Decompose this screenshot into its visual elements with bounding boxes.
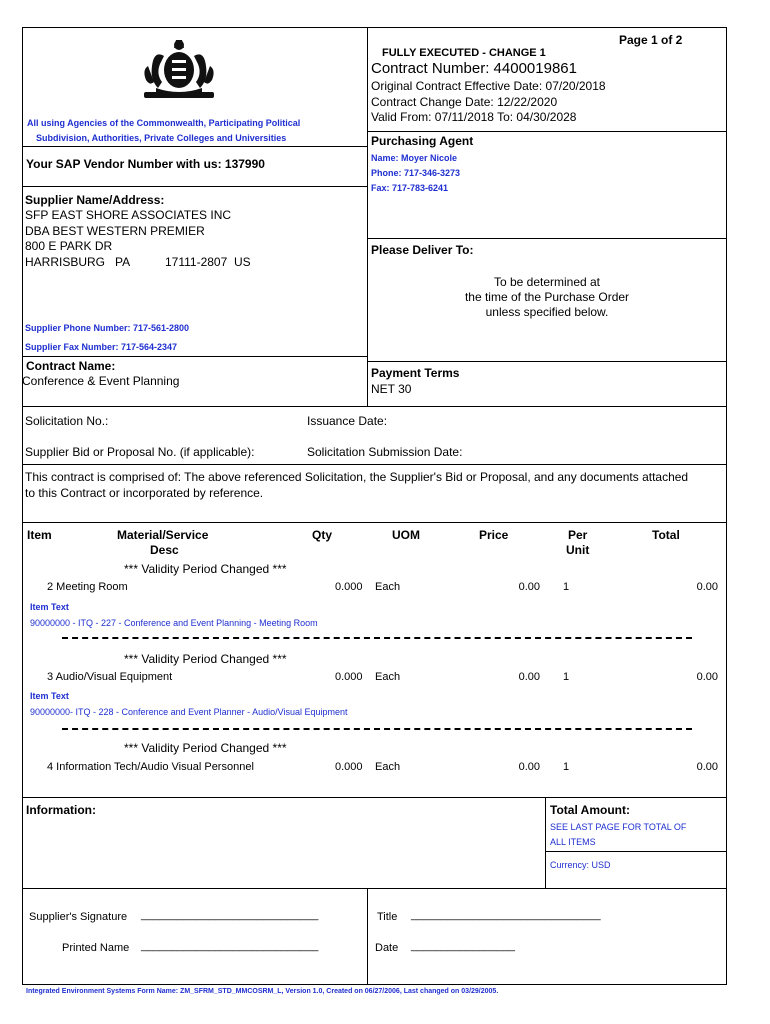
submission-date: Solicitation Submission Date:	[307, 445, 463, 459]
solicitation-no: Solicitation No.:	[25, 414, 109, 428]
item-text-label-2: Item Text	[30, 691, 69, 701]
deliver-line1: To be determined at	[493, 275, 601, 289]
col-total: Total	[652, 528, 680, 542]
validity-changed-1: *** Validity Period Changed ***	[124, 562, 287, 576]
col-item: Item	[27, 528, 52, 542]
row-desc-3: 4 Information Tech/Audio Visual Personnel	[47, 761, 254, 773]
purchasing-agent-title: Purchasing Agent	[371, 134, 474, 148]
agencies-line1: All using Agencies of the Commonwealth, Participating Political	[27, 118, 301, 128]
page-number: Page 1 of 2	[619, 33, 683, 47]
total-amount-line2: ALL ITEMS	[550, 837, 596, 847]
row-price-2: 0.00	[518, 671, 540, 683]
currency: Currency: USD	[550, 860, 611, 870]
contract-name-title: Contract Name:	[26, 359, 116, 373]
contract-number: Contract Number: 4400019861	[371, 60, 577, 77]
form-footer: Integrated Environment Systems Form Name: ZM_SFRM_STD_MMCOSRM_L, Version 1.0, Created on 06/27/2006, Last changed on 03/29/2005.	[26, 988, 499, 995]
comprised-line2: to this Contract or incorporated by reference.	[25, 486, 264, 500]
agent-phone: Phone: 717-346-3273	[371, 168, 461, 178]
row-total-3: 0.00	[696, 761, 718, 773]
item-text-label-1: Item Text	[30, 602, 69, 612]
validity-changed-2: *** Validity Period Changed ***	[124, 652, 287, 666]
row-qty-3: 0.000	[335, 761, 363, 773]
col-desc: Desc	[150, 543, 179, 557]
sap-vendor-number: Your SAP Vendor Number with us: 137990	[26, 157, 265, 171]
supplier-fax: Supplier Fax Number: 717-564-2347	[25, 342, 178, 352]
comprised-line1: This contract is comprised of: The above referenced Solicitation, the Supplier's Bid or Proposal, and any documents attached	[25, 470, 689, 484]
row-price-3: 0.00	[518, 761, 540, 773]
contract-name-value: Conference & Event Planning	[22, 374, 180, 388]
row-total-1: 0.00	[696, 581, 718, 593]
validity-changed-3: *** Validity Period Changed ***	[124, 741, 287, 755]
original-effective-date: Original Contract Effective Date: 07/20/2018	[371, 79, 606, 93]
payment-terms-value: NET 30	[371, 382, 412, 396]
agencies-line2: Subdivision, Authorities, Private Colleges and Universities	[36, 133, 287, 143]
col-per: Per	[568, 528, 588, 542]
item-text-2: 90000000- ITQ - 228 - Conference and Event Planner - Audio/Visual Equipment	[30, 707, 348, 717]
supplier-zip: 17111-2807 US	[165, 255, 251, 269]
deliver-title: Please Deliver To:	[371, 243, 474, 257]
col-qty: Qty	[312, 528, 333, 542]
row-per-3: 1	[563, 761, 570, 773]
information-title: Information:	[26, 803, 96, 817]
deliver-line2: the time of the Purchase Order	[464, 290, 630, 304]
agent-name: Name: Moyer Nicole	[371, 153, 458, 163]
col-unit: Unit	[566, 543, 590, 557]
row-uom-3: Each	[375, 761, 401, 773]
supplier-signature-label: Supplier's Signature	[29, 911, 128, 923]
row-desc-2: 3 Audio/Visual Equipment	[47, 671, 173, 683]
supplier-city: HARRISBURG PA	[25, 255, 131, 269]
title-label: Title	[377, 911, 398, 923]
agent-fax: Fax: 717-783-6241	[371, 183, 449, 193]
col-uom: UOM	[392, 528, 420, 542]
supplier-title: Supplier Name/Address:	[25, 193, 165, 207]
payment-terms-title: Payment Terms	[371, 366, 460, 380]
supplier-signature-line[interactable]: _____________________________	[141, 909, 319, 921]
item-separator-2	[62, 728, 692, 730]
commonwealth-seal-icon	[136, 36, 222, 104]
date-line[interactable]: _________________	[411, 940, 516, 952]
valid-dates: Valid From: 07/11/2018 To: 04/30/2028	[371, 110, 577, 124]
item-text-1: 90000000 - ITQ - 227 - Conference and Event Planning - Meeting Room	[30, 618, 318, 628]
row-qty-1: 0.000	[335, 581, 363, 593]
supplier-name: SFP EAST SHORE ASSOCIATES INC	[25, 208, 232, 222]
row-uom-2: Each	[375, 671, 401, 683]
col-price: Price	[479, 528, 509, 542]
supplier-phone: Supplier Phone Number: 717-561-2800	[25, 323, 190, 333]
row-per-2: 1	[563, 671, 570, 683]
col-material: Material/Service	[117, 528, 209, 542]
deliver-line3: unless specified below.	[485, 305, 609, 319]
issuance-date: Issuance Date:	[307, 414, 388, 428]
printed-name-label: Printed Name	[62, 942, 130, 954]
supplier-street: 800 E PARK DR	[25, 239, 113, 253]
total-amount-title: Total Amount:	[550, 803, 630, 817]
row-per-1: 1	[563, 581, 570, 593]
row-qty-2: 0.000	[335, 671, 363, 683]
contract-change-date: Contract Change Date: 12/22/2020	[371, 95, 558, 109]
supplier-dba: DBA BEST WESTERN PREMIER	[25, 224, 205, 238]
date-label: Date	[375, 942, 399, 954]
item-separator-1	[62, 637, 692, 639]
title-line[interactable]: _______________________________	[411, 909, 601, 921]
contract-status: FULLY EXECUTED - CHANGE 1	[382, 47, 546, 59]
row-total-2: 0.00	[696, 671, 718, 683]
row-uom-1: Each	[375, 581, 401, 593]
row-desc-1: 2 Meeting Room	[47, 581, 128, 593]
row-price-1: 0.00	[518, 581, 540, 593]
total-amount-line1: SEE LAST PAGE FOR TOTAL OF	[550, 822, 687, 832]
supplier-bid-no: Supplier Bid or Proposal No. (if applicable):	[25, 445, 255, 459]
printed-name-line[interactable]: _____________________________	[141, 940, 319, 952]
